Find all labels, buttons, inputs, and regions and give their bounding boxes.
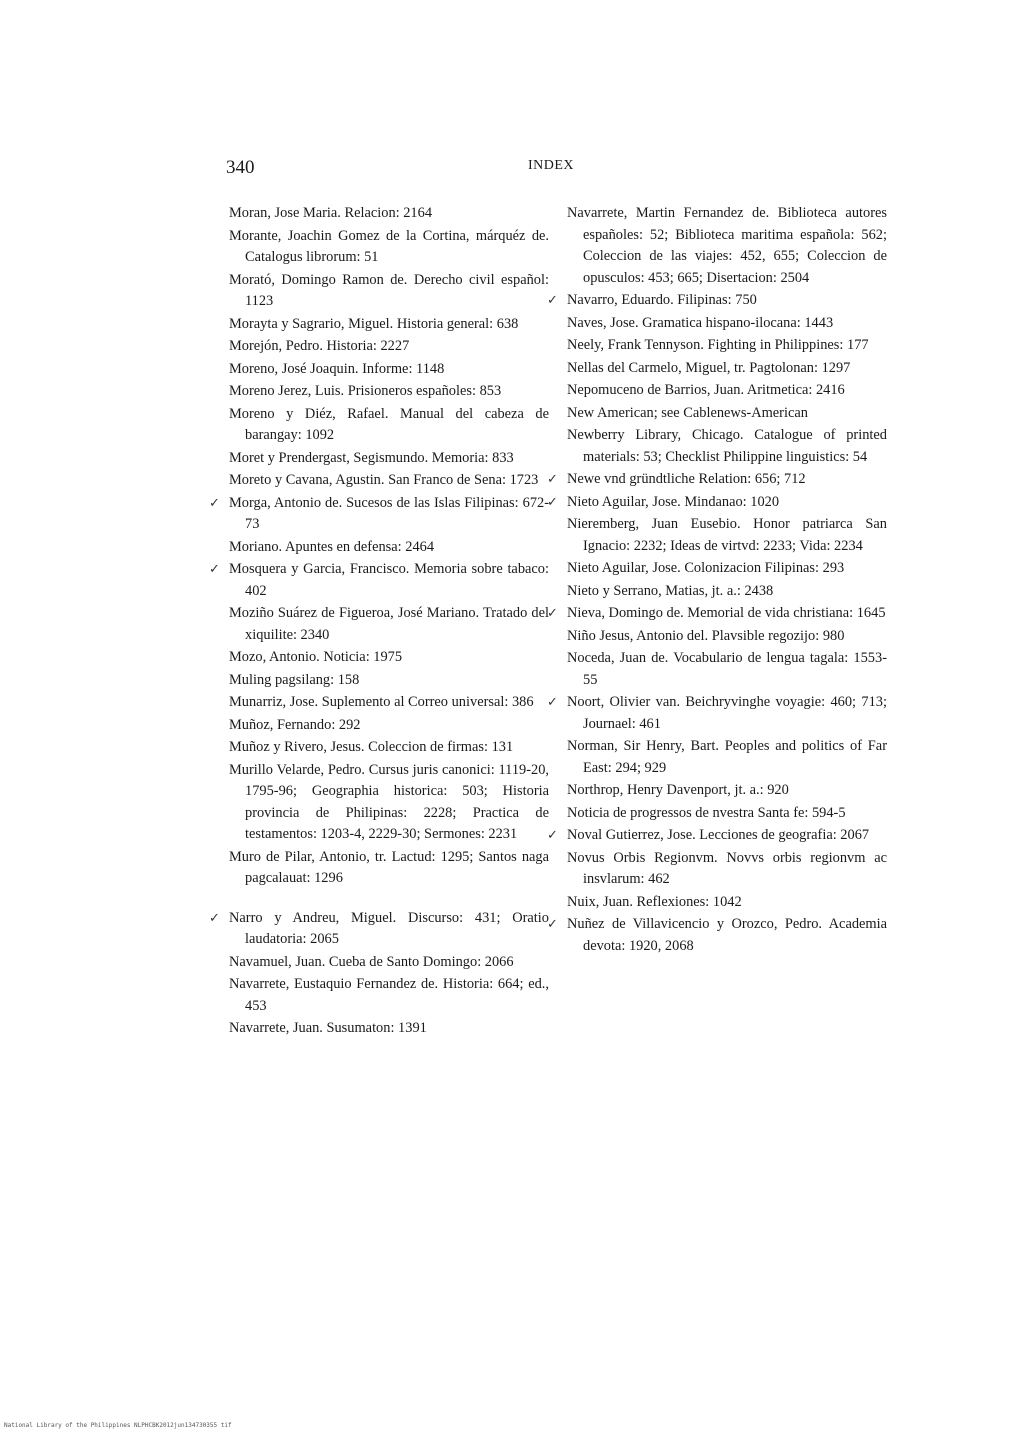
index-entry [229,603,549,646]
index-entry-text: Northrop, Henry Davenport, jt. a.: 920 [567,782,789,798]
index-entry [209,908,549,951]
index-entry [209,493,549,536]
index-entry [547,692,887,735]
index-entry [229,336,549,358]
index-entry-text: Narro y Andreu, Miguel. Discurso: 431; Oratio laudatoria: 2065 [229,909,549,947]
index-entry [567,803,887,825]
index-entry-text: Navarro, Eduardo. Filipinas: 750 [567,292,757,308]
index-entry-text: Nuñez de Villavicencio y Orozco, Pedro. Academia devota: 1920, 2068 [567,916,887,954]
index-entry [547,492,887,514]
index-entry [567,425,887,468]
index-entry-text: Muñoz, Fernando: 292 [229,716,361,733]
index-entry [567,335,887,357]
index-entry-text: Neely, Frank Tennyson. Fighting in Philippines: 177 [567,337,869,353]
index-entry [229,692,549,714]
index-entry-text: Nieto y Serrano, Matias, jt. a.: 2438 [567,582,774,599]
scan-footer: National Library of the Philippines NLPHCBK2012jun134730355 tif [4,1422,232,1429]
index-column-left [209,203,549,1041]
index-entry-text: Noceda, Juan de. Vocabulario de lengua tagala: 1553-55 [567,650,887,688]
index-entry [229,448,549,470]
index-entry-text: Moriano. Apuntes en defensa: 2464 [229,538,435,555]
index-entry [229,670,549,692]
index-entry-text: Noval Gutierrez, Jose. Lecciones de geografia: 2067 [567,827,870,843]
running-head: INDEX [528,158,575,173]
checkmark-icon: ✓ [209,910,220,926]
index-entry-text: Nuix, Juan. Reflexiones: 1042 [567,893,742,910]
checkmark-icon: ✓ [547,606,558,621]
index-entry-text: Navarrete, Martin Fernandez de. Biblioteca autores españoles: 52; Biblioteca maritima española: 562; Coleccion de las viajes: 452, 655; Coleccion de opusculos: 453; 665; Disertacion: 2504 [567,205,887,286]
checkmark-icon: ✓ [547,494,558,510]
index-entry [547,914,887,957]
index-entry-text: Niño Jesus, Antonio del. Plavsible regozijo: 980 [567,627,845,644]
index-entry-text: Moret y Prendergast, Segismundo. Memoria: 833 [229,449,514,466]
index-entry-text: Newe vnd gründtliche Relation: 656; 712 [567,471,806,487]
index-entry-text: Muñoz y Rivero, Jesus. Coleccion de firmas: 131 [229,739,514,755]
index-entry-text: Moreno Jerez, Luis. Prisioneros españoles: 853 [229,383,502,399]
index-entry-text: Nellas del Carmelo, Miguel, tr. Pagtolonan: 1297 [567,359,851,376]
index-entry [229,647,549,669]
index-entry [567,648,887,691]
checkmark-icon: ✓ [209,562,220,577]
index-entry [567,203,887,289]
index-entry-text: Nieremberg, Juan Eusebio. Honor patriarca San Ignacio: 2232; Ideas de virtvd: 2233; Vida: 2234 [567,516,887,554]
index-entry [567,892,887,914]
index-entry [567,380,887,402]
index-entry [229,203,549,225]
index-entry [567,403,887,425]
index-entry-text: Moran, Jose Maria. Relacion: 2164 [229,205,433,221]
index-entry [229,715,549,737]
index-entry [567,558,887,580]
index-entry [209,559,549,602]
index-entry [229,847,549,890]
index-entry [229,537,549,559]
index-entry-text: Mozo, Antonio. Noticia: 1975 [229,649,403,665]
index-entry [567,358,887,380]
checkmark-icon: ✓ [547,472,558,487]
index-entry-text: Nepomuceno de Barrios, Juan. Aritmetica: 2416 [567,382,845,398]
checkmark-icon: ✓ [547,828,558,843]
index-entry-text: Navarrete, Juan. Susumaton: 1391 [229,1020,427,1036]
index-entry-text: Morga, Antonio de. Sucesos de las Islas Filipinas: 672-73 [229,494,549,532]
index-entry-text: Moziño Suárez de Figueroa, José Mariano. Tratado del xiquilite: 2340 [229,605,549,643]
index-entry-text: Morejón, Pedro. Historia: 2227 [229,338,410,354]
index-entry-text: Nieto Aguilar, Jose. Colonizacion Filipinas: 293 [567,560,845,576]
index-column-right [547,203,887,958]
index-entry-text: Munarriz, Jose. Suplemento al Correo universal: 386 [229,694,534,710]
index-entry-text: Nieva, Domingo de. Memorial de vida christiana: 1645 [567,605,886,621]
index-entry [567,780,887,802]
index-entry [567,313,887,335]
index-entry [229,404,549,447]
index-entry [229,226,549,269]
page-number: 340 [226,157,255,178]
index-entry-text: Morató, Domingo Ramon de. Derecho civil español: 1123 [229,271,549,309]
index-entry-text: Mosquera y Garcia, Francisco. Memoria sobre tabaco: 402 [229,561,549,599]
index-entry-text: Morante, Joachin Gomez de la Cortina, márquéz de. Catalogus librorum: 51 [229,227,549,265]
index-entry-text: Moreto y Cavana, Agustin. San Franco de Sena: 1723 [229,472,539,488]
checkmark-icon: ✓ [547,917,558,932]
index-entry-text: Moreno y Diéz, Rafael. Manual del cabeza de barangay: 1092 [229,405,549,443]
index-entry-text: Muro de Pilar, Antonio, tr. Lactud: 1295; Santos naga pagcalauat: 1296 [229,848,549,886]
index-entry-text: New American; see Cablenews-American [567,404,808,421]
index-entry [229,381,549,403]
index-entry [567,848,887,891]
index-entry-text: Murillo Velarde, Pedro. Cursus juris canonici: 1119-20, 1795-96; Geographia historica: 503; Historia provincia de Philipinas: 2228; Practica de testamentos: 1203-4, 2229-30; Sermones: 2231 [229,761,549,842]
index-entry-text: Muling pagsilang: 158 [229,671,360,688]
index-entry-text: Navamuel, Juan. Cueba de Santo Domingo: 2066 [229,953,514,970]
checkmark-icon: ✓ [547,293,558,308]
index-entry [229,760,549,846]
index-entry-text: Navarrete, Eustaquio Fernandez de. Historia: 664; ed., 453 [229,976,549,1014]
index-entry [547,603,887,625]
index-entry-text: Noort, Olivier van. Beichryvinghe voyagie: 460; 713; Journael: 461 [567,694,887,732]
checkmark-icon: ✓ [209,495,220,511]
index-entry-text: Nieto Aguilar, Jose. Mindanao: 1020 [567,493,780,510]
index-entry-text: Noticia de progressos de nvestra Santa fe: 594-5 [567,804,846,821]
index-entry-text: Newberry Library, Chicago. Catalogue of printed materials: 53; Checklist Philippine linguistics: 54 [567,427,887,465]
index-entry [229,270,549,313]
index-entry-text: Morayta y Sagrario, Miguel. Historia general: 638 [229,315,519,332]
index-entry [229,1018,549,1040]
index-entry [229,470,549,492]
index-entry [229,314,549,336]
index-entry [567,581,887,603]
index-entry [567,514,887,557]
index-entry [547,825,887,847]
index-entry-text: Norman, Sir Henry, Bart. Peoples and politics of Far East: 294; 929 [567,738,887,776]
index-entry-text: Novus Orbis Regionvm. Novvs orbis regionvm ac insvlarum: 462 [567,849,887,887]
index-entry [229,974,549,1017]
index-entry [229,359,549,381]
index-entry [567,626,887,648]
index-entry [547,469,887,491]
index-entry [229,952,549,974]
checkmark-icon: ✓ [547,695,558,710]
index-entry-text: Moreno, José Joaquin. Informe: 1148 [229,360,445,377]
index-entry-text: Naves, Jose. Gramatica hispano-ilocana: 1443 [567,314,834,331]
index-entry [547,290,887,312]
index-entry [229,737,549,759]
index-entry [567,736,887,779]
